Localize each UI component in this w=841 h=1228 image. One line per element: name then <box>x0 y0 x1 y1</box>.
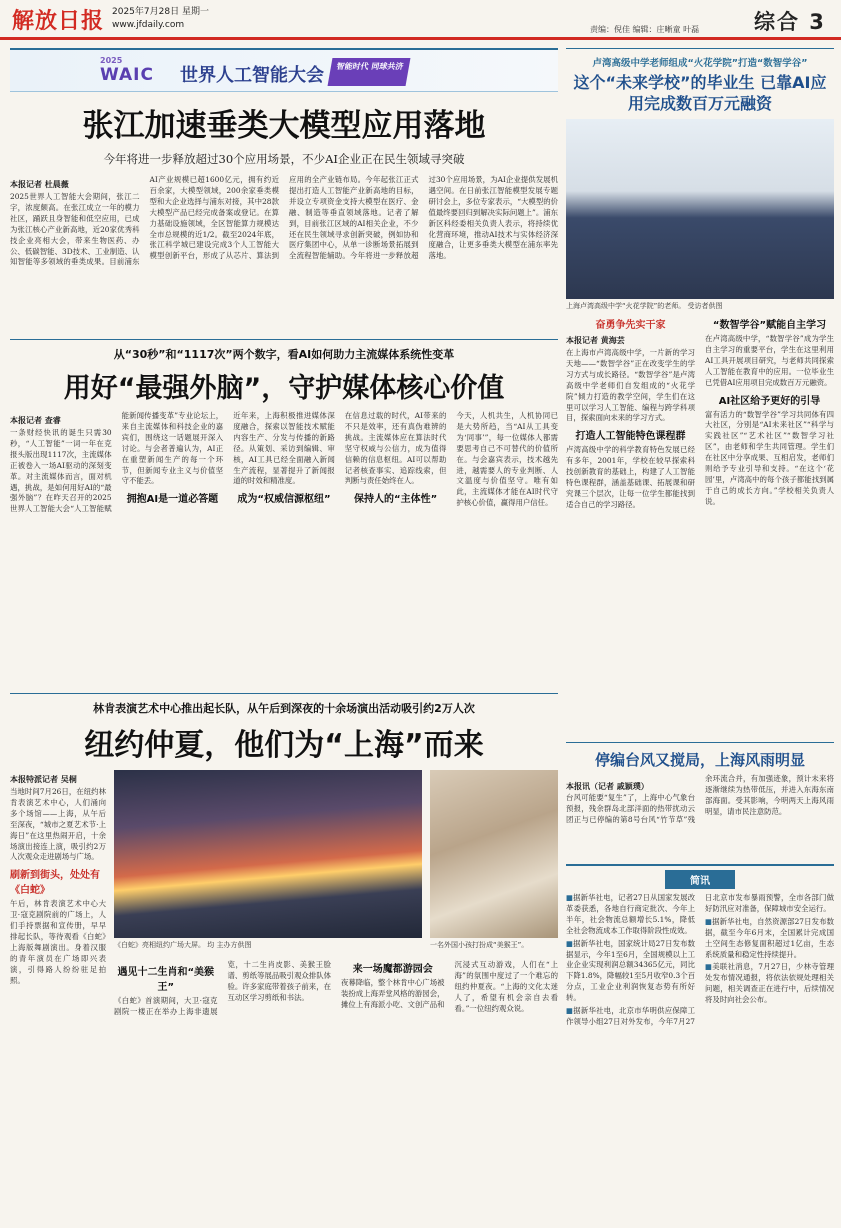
waic-title: 世界人工智能大会 <box>180 65 324 86</box>
waic-logo-block <box>100 56 154 85</box>
divider <box>566 742 834 743</box>
story4-body-4: 富有活力的“数智学谷”学习共同体有四大社区，分别是“AI未来社区”“科学与实践社区”“艺术社区”“数智学习社区”，由老师和学生共同管理。学生们在社区中分享成果、互相启发，老师们则给予专业引导和支持。“在这个‘花园’里，卢湾高中的每个孩子都能找到属于自己的成长方向。”学校相关负责人说。 <box>705 409 834 506</box>
newspaper-logo: 解放日报 <box>12 8 105 34</box>
bullet-icon: ■ <box>566 1006 574 1016</box>
story-new-york <box>10 700 558 1174</box>
story3-left-column <box>10 770 106 1174</box>
bullet-icon: ■ <box>566 938 574 948</box>
story4-photo-caption: 上海卢湾高级中学“火花学院”的老师。 受访者供图 <box>566 302 723 310</box>
briefs-title: 简讯 <box>665 870 735 889</box>
story2-subhead-2: 成为“权威信源枢纽” <box>237 494 331 506</box>
bullet-icon: ■ <box>705 916 713 926</box>
story3-byline: 本报特派记者 吴桐 <box>10 775 77 784</box>
story1-headline[interactable]: 张江加速垂类大模型应用落地 <box>82 108 486 144</box>
story2-body-2: 近年来，上海积极推进媒体深度融合，探索以智能技术赋能内容生产、分发与传播的新路径。从策划、采访到编辑、审核，AI工具已经全面融入新闻生产流程，显著提升了新闻报道的时效和精准度。 <box>233 411 335 486</box>
briefs-section <box>566 864 834 1163</box>
story2-subhead-3: 保持人的“主体性” <box>354 494 438 506</box>
waic-slogan: 智能时代 同球共济 <box>328 58 411 86</box>
story1-deck: 今年将进一步释放超过30个应用场景，不少AI企业正在民生领域寻突破 <box>103 152 465 166</box>
brief-item: ■据新华社电，国家统计局27日发布数据显示，今年1至6月，全国规模以上工业企业实现利润总额34365亿元，同比下降1.8%，降幅较1至5月收窄0.3个百分点，工业企业利润恢复态势有所好转。 <box>566 938 695 1003</box>
story3-subhead-1: 刷新到街头，处处有《白蛇》 <box>10 870 100 897</box>
story1-body-columns <box>10 175 558 333</box>
story-ai-media <box>10 346 558 687</box>
brief-item: ■据新华社电，北京市华明供应保障工作领导小组27日对外发布，今年7月27日北京市发布暴雨预警，全市各部门做好防汛应对准备，保障城市安全运行。 <box>566 893 834 1026</box>
teachers-photo <box>566 119 834 299</box>
story3-headline[interactable]: 纽约仲夏，他们为“上海”而来 <box>84 728 484 763</box>
divider <box>10 693 558 694</box>
story4-body-columns <box>566 316 834 736</box>
monkey-king-photo <box>430 770 558 938</box>
story2-body-4: 今天，人机共生，人机协同已是大势所趋，当“AI从工具变为‘同事’”，每一位媒体人都需要思考自己不可替代的价值所在。与会嘉宾表示，技术越先进，越需要人的专业判断、人文温度与价值坚守。唯有如此，主流媒体才能在AI时代守护核心价值，赢得用户信任。 <box>456 411 558 508</box>
right-column <box>566 48 834 1163</box>
story5-body: 台风可能要“复生”了，上海中心气象台预报，残余群岛北部洋面的热带扰动云团正与已停编的第8号台风“竹节草”残余环流合并，有加强迹象，预计未来将逐渐继续为热带低压，并进入东海东南部海面。受其影响，今明两天上海风雨明显，请市民注意防范。 <box>566 774 834 824</box>
times-square-photo <box>114 770 422 938</box>
story3-subhead-3: 来一场魔都游园会 <box>352 964 433 975</box>
masthead <box>0 0 841 40</box>
story4-column-tag: 奋勇争先实干家 <box>595 320 666 331</box>
story4-headline[interactable]: 这个“未来学校”的毕业生 已靠AI应用完成数百万元融资 <box>573 73 827 113</box>
story2-headline[interactable]: 用好“最强外脑”，守护媒体核心价值 <box>63 373 505 404</box>
story3-body-3: 《白蛇》首演期间，大卫·寇克剧院一楼正在举办上海非遗展览，十二生肖皮影、美猴王脸谱、剪纸等展品吸引观众排队体验。许多家庭带着孩子前来，在互动区学习剪纸和书法。 <box>114 960 331 1016</box>
story4-body-3: 在卢湾高级中学，“数智学谷”成为学生自主学习的重要平台，学生在这里利用AI工具开展项目研究，与老师共同探索人工智能在教育中的应用。一位毕业生已凭借AI应用项目完成数百万元融资。 <box>705 334 834 387</box>
brief-item: ■美联社消息，7月27日，少林寺管理处发布情况通报，将依法依规处理相关问题，相关调查正在进行中，后续情况将及时向社会公布。 <box>705 962 834 1005</box>
waic-banner <box>10 48 558 92</box>
editor-credits: 责编：倪佳 编辑：庄晰童 叶磊 <box>590 25 700 34</box>
section-title: 综合 3 <box>754 10 826 34</box>
story4-subhead-2: “数智学谷”赋能自主学习 <box>712 320 827 331</box>
story3-body-2: 午后，林肯表演艺术中心大卫·寇克剧院前的广场上，人们手持票据和宣传册，早早排起长队，等待观看《白蛇》上海版舞剧演出。身着汉服的青年演员在广场即兴表演，引得路人纷纷驻足拍照。 <box>10 899 106 985</box>
bullet-icon: ■ <box>566 893 574 902</box>
waic-logo: WAIC <box>100 65 154 85</box>
story2-body-columns <box>10 411 558 687</box>
story4-byline: 本报记者 黄海芸 <box>566 336 625 345</box>
story1-byline: 本报记者 杜晨薇 <box>10 180 69 189</box>
story4-kicker: 卢湾高级中学老师组成“火花学院”打造“数智学谷” <box>592 58 808 69</box>
story4-subhead-1: 打造人工智能特色课程群 <box>575 431 686 443</box>
story5-body-columns <box>566 774 834 864</box>
story-future-school <box>566 55 834 736</box>
divider <box>566 48 834 49</box>
story-typhoon <box>566 749 834 864</box>
story3-body-4: 夜幕降临，整个林肯中心广场被装扮成上海弄堂风格的游园会，摊位上有海派小吃、文创产品和沉浸式互动游戏，人们在“上海”的氛围中度过了一个难忘的纽约仲夏夜。“上海的文化太迷人了，希望有机会亲自去看看。”一位纽约观众说。 <box>341 960 558 1013</box>
story3-photo-block <box>114 770 422 950</box>
divider <box>10 339 558 340</box>
briefs-columns <box>566 893 834 1163</box>
story2-byline: 本报记者 查睿 <box>10 416 61 425</box>
story3-photo2-block <box>430 770 558 950</box>
brief-item: ■据新华社电，自然资源部27日发布数据，截至今年6月末，全国累计完成国土空间生态修复面积超过1亿亩，生态系统质量和稳定性持续提升。 <box>705 916 834 959</box>
story3-kicker: 林肯表演艺术中心推出起长队，从午后到深夜的十余场演出活动吸引约2万人次 <box>93 702 475 715</box>
story3-photo2-caption: 一名外国小孩打扮成“美猴王”。 <box>430 941 529 949</box>
bullet-icon: ■ <box>705 962 713 972</box>
story1-body: 2025世界人工智能大会期间，张江二字，浓度颇高。在张江成立一年的模力社区，踊跃且身智能和低空应用，已成为张江核心产业新高地，近20家优秀科技企业亮相大会，带来生物医药、办公、低碳智能、3D技术、工业制造、认知智能等多领域的垂类成果。目前浦东AI产业规模已超1600亿元，拥有约近百余家，大模型领域，200余家垂类模型和大企业选择与浦东对接，其中28款大模型产品已经完成备案或登记。在算力基础设施领域，全区智能算力规模达全市总规模的近1/2。截至2024年底，张江科学城已建设完成3个人工智能大模型创新平台，形成了从芯片、算法到应用的全产业链布局。今年起张江正式提出打造人工智能产业新高地的目标，并设立专项资金支持大模型在医疗、金融、制造等垂直领域落地。记者了解到，目前张江区域的AI相关企业，不少还在民生领域寻求创新突破，例如协和医疗集团中心，从单一诊断场景拓展到全流程智能辅助。今年将进一步释放超过30个应用场景，为AI企业提供发展机遇空间。在日前张江智能模型发展专题研讨会上，多位专家表示，“大模型的价值最终要回归到解决实际问题上”。浦东新区科经委相关负责人表示，将持续优化营商环境，推动AI技术与实体经济深度融合，让更多垂类大模型在浦东率先落地。 <box>10 175 558 267</box>
waic-year: 2025 <box>100 56 123 65</box>
story5-byline: 本报讯（记者 戚颖璞） <box>566 782 649 791</box>
story4-body: 在上海市卢湾高级中学，一片新的学习天地——“数智学谷”正在改变学生的学习方式与成长路径。“数智学谷”是卢湾高级中学老师们自发组成的“火花学院”倾力打造的教学空间，学生们在这里可以学习人工智能、编程与跨学科项目，探索面向未来的学习方式。 <box>566 348 695 423</box>
story2-subhead-1: 拥抱AI是一道必答题 <box>126 494 219 506</box>
story3-body: 当地时间7月26日，在纽约林肯表演艺术中心，人们涌向多个场馆——上海，从午后至深夜，“城市之夏艺术节·上海日”在这里热闹开启，十余场演出接连上演，吸引约2万人次观众走进剧场与广场。 <box>10 787 106 862</box>
website-link[interactable]: www.jfdaily.com <box>112 20 185 30</box>
left-column <box>10 48 558 1174</box>
story3-photo-caption: 《白蛇》亮相纽约广场大屏。 均 主办方供图 <box>114 941 252 949</box>
story3-body-columns <box>114 960 558 1174</box>
story4-subhead-3: AI社区给予更好的引导 <box>718 395 821 407</box>
story3-subhead-2: 遇见十二生肖和“美猴王” <box>117 967 215 993</box>
issue-info <box>112 6 209 32</box>
story2-body-3: 在信息过载的时代，AI带来的不只是效率，还有真伪难辨的挑战。主流媒体应在算法时代坚守权威与公信力，成为值得信赖的信息枢纽。AI可以帮助记者核查事实、追踪线索，但判断与责任始终在人。 <box>344 411 447 486</box>
story3-layout <box>10 770 558 1174</box>
story2-kicker: 从“30秒”和“1117次”两个数字，看AI如何助力主流媒体系统性变革 <box>113 348 455 361</box>
issue-date: 2025年7月28日 星期一 <box>112 7 209 17</box>
story-zhangjiang <box>10 48 558 333</box>
story5-headline[interactable]: 停编台风又搅局，上海风雨明显 <box>594 751 805 769</box>
brief-item: ■据新华社电，记者27日从国家发展改革委获悉，各地自行商定批次、今年上半年，社会物流总额增长5.1%，降低全社会物流成本工作取得阶段性成效。 <box>566 893 695 935</box>
story2-body: 一条财经快讯的诞生只需30秒，“人工智能”一词一年在克报头版出现1117次，主流媒体正被卷入一场AI驱动的深刻变革。对主流媒体而言，面对机遇，挑战，是如何用好AI的“最强外脑”？在昨天召开的2025世界人工智能大会“人工智能赋能新闻传播变革”专业论坛上，来自主流媒体和科技企业的嘉宾们，围绕这一话题展开深入讨论。与会者普遍认为，AI正在重塑新闻生产的每一个环节，但新闻专业主义与价值坚守不能丢。 <box>10 411 224 514</box>
story4-body-2: 卢湾高级中学的科学教育特色发展已经有多年，2001年，学校在较早探索科技创新教育的基础上，构建了人工智能特色课程群，涵盖基础课、拓展课和研究课三个层次，让每一位学生都能找到适合自己的学习路径。 <box>566 445 695 509</box>
